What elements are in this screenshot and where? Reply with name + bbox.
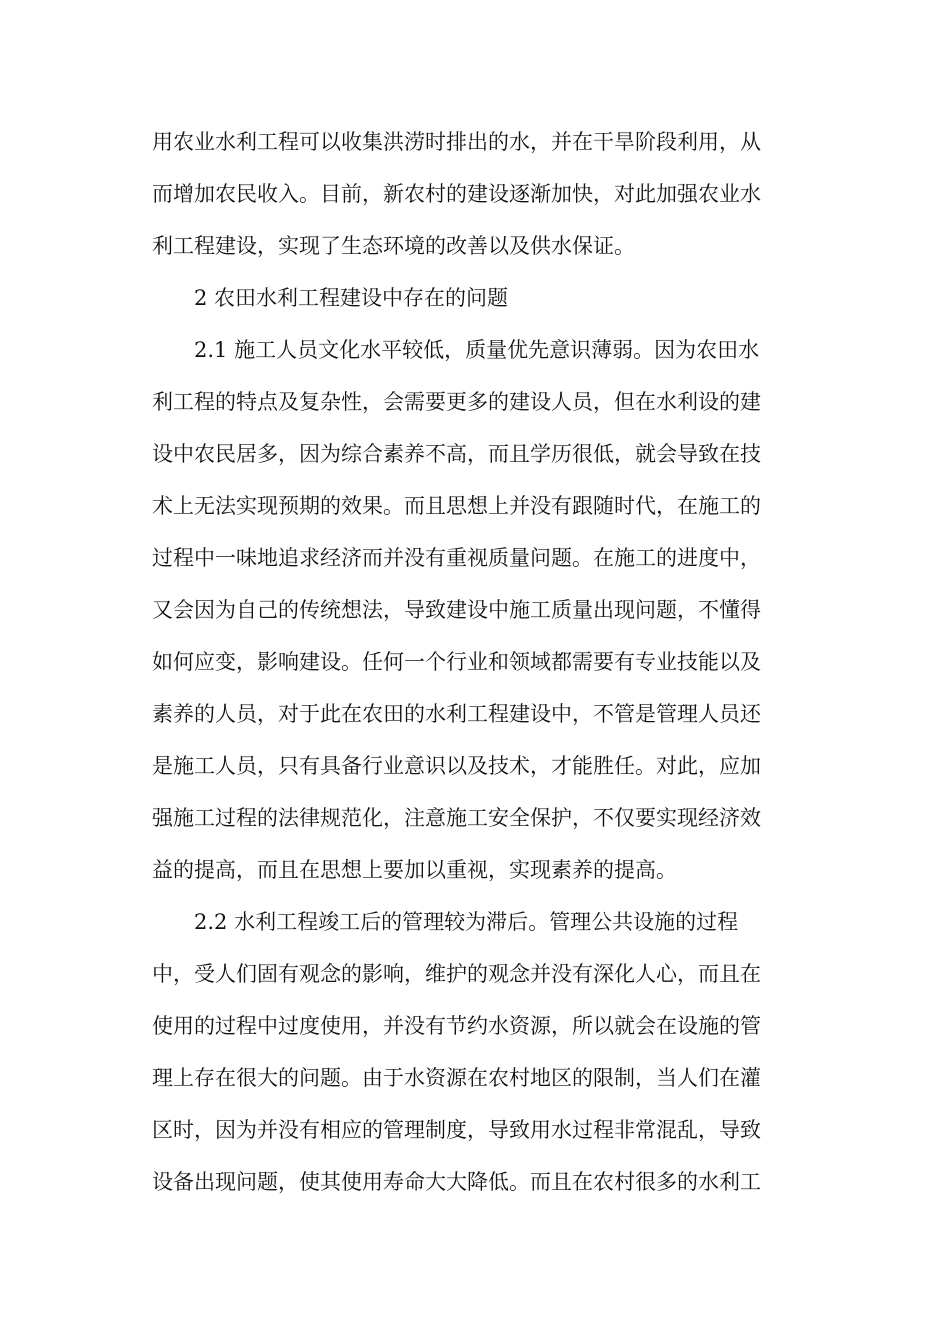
paragraph-line: 益的提高，而且在思想上要加以重视，实现素养的提高。 (152, 858, 677, 882)
subsection-heading-line: 2.2 水利工程竣工后的管理较为滞后。管理公共设施的过程 (194, 910, 739, 934)
paragraph-line: 中，受人们固有观念的影响，维护的观念并没有深化人心，而且在 (152, 962, 761, 986)
paragraph-line: 如何应变，影响建设。任何一个行业和领域都需要有专业技能以及 (152, 650, 761, 674)
subsection-heading-line: 2.1 施工人员文化水平较低，质量优先意识薄弱。因为农田水 (194, 338, 760, 362)
paragraph-line: 过程中一味地追求经济而并没有重视质量问题。在施工的进度中， (152, 546, 761, 570)
paragraph-line: 区时，因为并没有相应的管理制度，导致用水过程非常混乱，导致 (152, 1118, 761, 1142)
paragraph-line: 术上无法实现预期的效果。而且思想上并没有跟随时代，在施工的 (152, 494, 761, 518)
paragraph-line: 强施工过程的法律规范化，注意施工安全保护，不仅要实现经济效 (152, 806, 761, 830)
section-heading: 2 农田水利工程建设中存在的问题 (194, 286, 509, 310)
paragraph-line: 用农业水利工程可以收集洪涝时排出的水，并在干旱阶段利用，从 (152, 130, 761, 154)
paragraph-line: 设中农民居多，因为综合素养不高，而且学历很低，就会导致在技 (152, 442, 761, 466)
paragraph-line: 理上存在很大的问题。由于水资源在农村地区的限制，当人们在灌 (152, 1066, 761, 1090)
paragraph-line: 素养的人员，对于此在农田的水利工程建设中，不管是管理人员还 (152, 702, 761, 726)
paragraph-line: 使用的过程中过度使用，并没有节约水资源，所以就会在设施的管 (152, 1014, 761, 1038)
paragraph-line: 利工程建设，实现了生态环境的改善以及供水保证。 (152, 234, 635, 258)
paragraph-line: 利工程的特点及复杂性，会需要更多的建设人员，但在水利设的建 (152, 390, 761, 414)
paragraph-line: 设备出现问题，使其使用寿命大大降低。而且在农村很多的水利工 (152, 1170, 761, 1194)
paragraph-line: 是施工人员，只有具备行业意识以及技术，才能胜任。对此，应加 (152, 754, 761, 778)
paragraph-line: 又会因为自己的传统想法，导致建设中施工质量出现问题，不懂得 (152, 598, 761, 622)
paragraph-line: 而增加农民收入。目前，新农村的建设逐渐加快，对此加强农业水 (152, 182, 761, 206)
document-body (152, 116, 800, 1208)
